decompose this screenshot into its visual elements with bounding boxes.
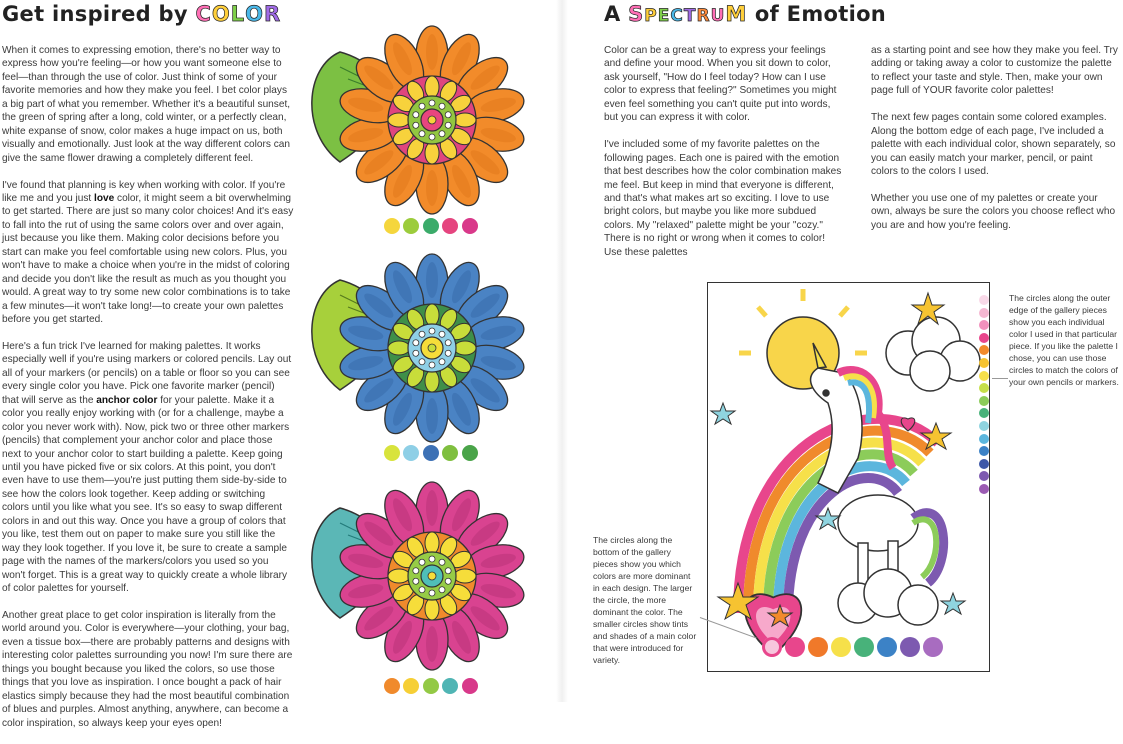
palette-dot (979, 320, 989, 330)
palette-dot (979, 434, 989, 444)
title-letter: O (245, 2, 265, 26)
title-letter: R (264, 2, 282, 26)
palette-dot (979, 446, 989, 456)
gallery-side-palette (979, 295, 991, 497)
title-letter: U (710, 6, 726, 26)
palette-dot (923, 637, 943, 657)
palette-dot (979, 308, 989, 318)
title-letter: R (696, 6, 711, 26)
paragraph: Here's a fun trick I've learned for making palettes. It works especially well if you're using markers or colored pencils. Lay out all of your markers (or pencils) on a table or floor so you can see every single color you have. Pick one favorite marker (pencil) that will serve as the anchor color for your palette. Make it a color you really enjoy working with (or for a challenge, maybe a color you never work with). Now, pick two or three other markers (pencils) that complement your anchor color and place those next to your anchor color to start building a palette. Keep going until you have picked five or six colors. At this point, you don't even have to use them—you're just putting them side-by-side to see how the colors look together. Keep adding or switching colors until you like what you see. It's so easy to swap different colors in and out this way. Once you have a group of colors that you like, test them out on paper to make sure you still like the way they look together. If you love it, be sure to create a sample page with the names of the markers/colors you used so you won't forget. This is a great way to quickly create a whole library of color palettes for yourself. (2, 340, 292, 595)
title-letter: S (628, 2, 645, 26)
color-swatch (423, 678, 439, 694)
palette-dot (808, 637, 828, 657)
palette-dot (979, 383, 989, 393)
palette-dot (900, 637, 920, 657)
color-swatch (403, 218, 419, 234)
palette-dot (979, 358, 989, 368)
callout-leader-line (992, 378, 1008, 379)
palette-dot (979, 295, 989, 305)
left-page-title (2, 2, 281, 26)
title-letter: P (644, 6, 658, 26)
right-page-title: A SPECTRUM of Emotion (604, 2, 887, 26)
paragraph: Another great place to get color inspiration is literally from the world around you. Color is everywhere—your clothing, your bag, even a tissue box—there are probably patterns and designs with interesting color palettes surrounding you now! I'm sure there are things you bought because you liked the colors, so use those things that you love as inspiration. I once bought a pack of hair elastics simply because they had the most beautiful combination of blues and purples. Almost anything, anywhere, can become a color inspiration, so always keep your eyes open! (2, 609, 293, 729)
palette-dot (979, 471, 989, 481)
color-swatch (403, 445, 419, 461)
palette-dot (979, 484, 989, 494)
orange-flower-palette (384, 218, 478, 234)
title-letter: M (725, 2, 748, 26)
callout-outer-circles: The circles along the outer edge of the gallery pieces show you each individual color I used in that particular piece. If you like the palette I chose, you can use those circles to match the colors of your own pencils or markers. (1009, 293, 1119, 387)
palette-dot (979, 396, 989, 406)
palette-dot (979, 371, 989, 381)
blue-flower-palette (384, 445, 478, 461)
color-swatch (423, 218, 439, 234)
title-prefix: Get inspired by (2, 2, 196, 26)
right-body-column-2 (871, 44, 1119, 246)
color-swatch (462, 218, 478, 234)
paragraph: The next few pages contain some colored examples. Along the bottom edge of each page, I've included a palette with each individual color, shown separately, so you can easily match your marker, pencil, or paint colors to the colors I used. (871, 112, 1116, 178)
title-letter: L (230, 2, 246, 26)
paragraph: Whether you use one of my palettes or create your own, always be sure the colors you choose reflect who you are and how you're feeling. (871, 192, 1116, 231)
palette-dot (831, 637, 851, 657)
left-page (0, 0, 561, 729)
title-fancy-word (195, 2, 281, 26)
paragraph: I've found that planning is key when working with color. If you're like me and you just love color, it might seem a bit overwhelming to get started. There are just so many color choices! And it's easy to fall into the rut of using the same colors over and over again, just because you like them. Making color decisions before you start can make you feel comfortable using new colors. Plus, you won't have to make a choice when you're in the midst of coloring and decide you don't like the result as much as you thought you would. A great way to try some new color combinations is to take a few minutes—it won't take long!—to create your own palettes before you get started. (2, 179, 294, 326)
paragraph: I've included some of my favorite palettes on the following pages. Each one is paired with the emotion that best describes how the color combination makes me feel. But keep in mind that everyone is different, and that's what makes art so exciting. I love to use bright colors, but maybe you like more subdued colors. My "relaxed" palette might be your "cozy." There is no right or wrong when it comes to color! Use these palettes (604, 139, 842, 258)
callout-bottom-circles: The circles along the bottom of the gallery pieces show you which colors are more dominant in each design. The larger the circle, the more dominant the color. The smaller circles show tints and shades of a main color that were introduced for variety. (593, 535, 697, 665)
color-swatch (423, 445, 439, 461)
color-swatch (442, 678, 458, 694)
title-letter: T (683, 6, 697, 26)
palette-dot (979, 459, 989, 469)
title-letter: C (670, 6, 684, 26)
paragraph: Color can be a great way to express your feelings and define your mood. When you sit down to color, ask yourself, "How do I feel today? How can I use color to express that feeling?" Sometimes you might even feel something you can't quite put into words, but you can express it with color. (604, 45, 837, 124)
color-swatch (403, 678, 419, 694)
palette-dot (979, 408, 989, 418)
paragraph: as a starting point and see how they make you feel. Try adding or taking away a color to customize the palette to reflect your taste and style. Then, make your own page full of YOUR favorite color palettes! (871, 45, 1118, 97)
color-swatch (462, 445, 478, 461)
orange-flower-illustration (300, 22, 510, 222)
title-letter: E (657, 6, 671, 26)
color-swatch (384, 445, 400, 461)
palette-dot (979, 333, 989, 343)
pink-flower-illustration (300, 478, 510, 678)
color-swatch (442, 445, 458, 461)
palette-dot (877, 637, 897, 657)
paragraph: When it comes to expressing emotion, there's no better way to express how you're feeling—or how you want someone else to feel—than through the use of color. Just think of some of your favorite memories and how they make you feel. I bet color plays a big part of what you remember. Whether it's a beautiful sunset, the green of spring after a long, cold winter, or a perfectly clean, white expanse of snow, color makes a huge impact on us, both visually and emotionally. Just look at the way different colors can give the same flower drawing a completely different feel. (2, 45, 291, 164)
palette-dot (762, 637, 782, 657)
right-body-column-1 (604, 44, 844, 273)
palette-dot (785, 637, 805, 657)
title-fancy-word (628, 2, 747, 26)
pink-flower-palette (384, 678, 478, 694)
unicorn-illustration (708, 283, 991, 673)
palette-dot (979, 345, 989, 355)
color-swatch (462, 678, 478, 694)
palette-dot (979, 421, 989, 431)
color-swatch (442, 218, 458, 234)
blue-flower-illustration (300, 250, 510, 450)
title-letter: C (195, 2, 212, 26)
title-letter: O (211, 2, 231, 26)
unicorn-gallery-frame (707, 282, 990, 672)
color-swatch (384, 218, 400, 234)
cloud-icon (886, 317, 980, 391)
gallery-bottom-palette (762, 637, 943, 657)
palette-dot (854, 637, 874, 657)
color-swatch (384, 678, 400, 694)
left-body-text (2, 44, 294, 744)
